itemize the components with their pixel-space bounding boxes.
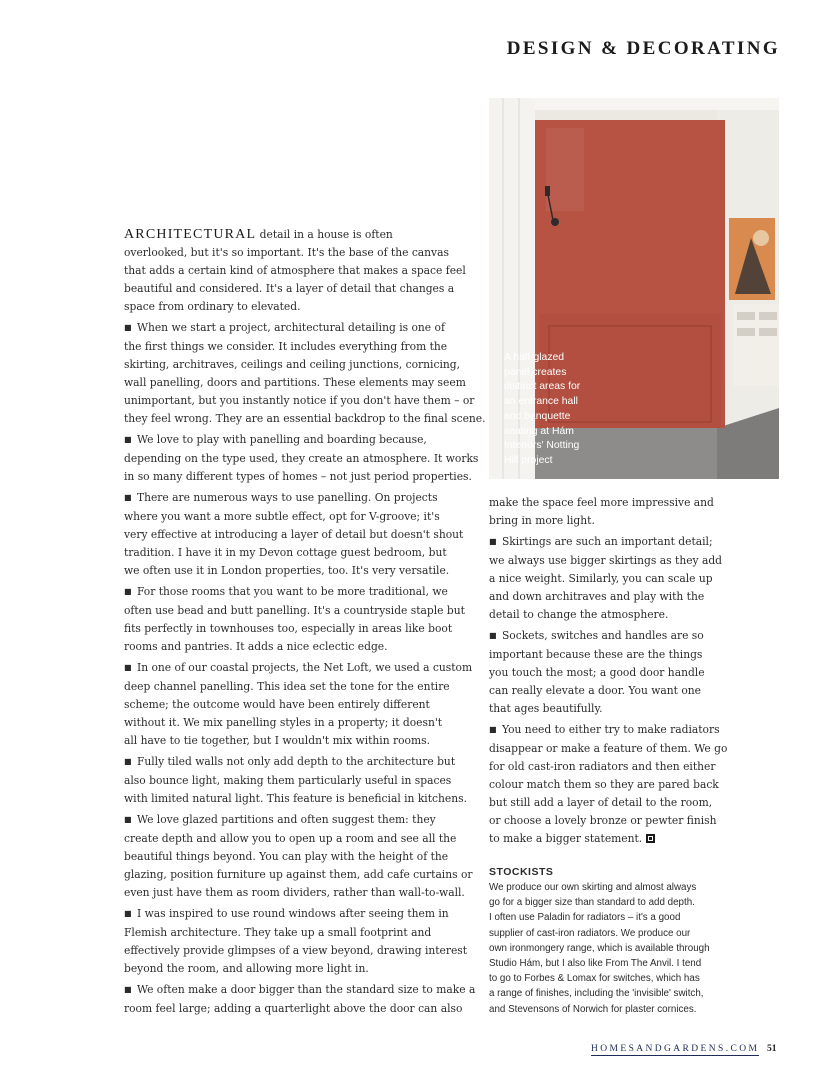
text-line: skirting, architraves, ceilings and ceiling junctions, cornicing,: [124, 358, 460, 371]
page-number: 51: [767, 1044, 777, 1054]
text-line: create depth and allow you to open up a room and see all the: [124, 832, 457, 845]
text-line: the first things we consider. It includes everything from the: [124, 340, 448, 353]
body-paragraph: [124, 489, 464, 580]
text-line: ■ For those rooms that you want to be more traditional, we: [124, 585, 448, 598]
text-line: room feel large; adding a quarterlight above the door can also: [124, 1002, 463, 1015]
bullet-icon: ■: [124, 757, 132, 766]
text-line: overlooked, but it's so important. It's the base of the canvas: [124, 246, 449, 259]
stockists-heading: STOCKISTS: [489, 866, 554, 878]
text-line: wall panelling, doors and partitions. These elements may seem: [124, 376, 466, 389]
body-paragraph: [124, 319, 486, 428]
body-paragraph: [124, 583, 465, 656]
section-title: DESIGN & DECORATING: [506, 38, 780, 59]
text-line: ■ I was inspired to use round windows after seeing them in: [124, 907, 449, 920]
intro-paragraph: [124, 226, 466, 316]
text-line: ■ We often make a door bigger than the standard size to make a: [124, 983, 476, 996]
text-line: detail to change the atmosphere.: [489, 608, 669, 621]
text-line: in so many different types of homes – not just period properties.: [124, 470, 472, 483]
body-paragraph: [489, 533, 723, 624]
text-line: rooms and pantries. It adds a nice eclectic edge.: [124, 640, 388, 653]
text-line: even just have them as room dividers, rather than wall-to-wall.: [124, 886, 465, 899]
text-line: unimportant, but you instantly notice if you don't have them – or: [124, 394, 475, 407]
body-paragraph: [489, 721, 728, 848]
bullet-icon: ■: [489, 537, 497, 546]
bullet-icon: ■: [124, 909, 132, 918]
text-line: but still add a layer of detail to the room,: [489, 796, 713, 809]
body-column-left: [124, 226, 486, 1021]
stockists-line: to go to Forbes & Lomax for switches, which has: [489, 973, 700, 985]
stockists-line: supplier of cast-iron radiators. We produce our: [489, 927, 691, 939]
lead-word: ARCHITECTURAL: [124, 227, 257, 242]
text-line: we often use it in London properties, too. It's very versatile.: [124, 564, 450, 577]
text-line: beautiful and considered. It's a layer of detail that changes a: [124, 282, 455, 295]
bullet-icon: ■: [124, 587, 132, 596]
body-column-right: [489, 494, 728, 851]
body-paragraph: [124, 431, 479, 486]
text-line: beautiful things beyond. You can play with the height of the: [124, 850, 449, 863]
text-line: disappear or make a feature of them. We go: [489, 742, 728, 755]
stockists-line: I often use Paladin for radiators – it's a good: [489, 912, 681, 924]
stockists-line: We produce our own skirting and almost always: [489, 882, 697, 893]
text-line: all have to tie together, but I wouldn't mix within rooms.: [124, 734, 430, 747]
text-line: deep channel panelling. This idea set the tone for the entire: [124, 680, 450, 693]
body-paragraph: [124, 905, 468, 978]
text-line: you touch the most; a good door handle: [489, 666, 705, 679]
text-line: that ages beautifully.: [489, 702, 603, 715]
caption-line: distinct areas for: [504, 381, 581, 393]
body-paragraph: [489, 494, 715, 530]
text-line: ■ Skirtings are such an important detail;: [489, 535, 713, 548]
bullet-icon: ■: [124, 815, 132, 824]
text-line: effectively provide glimpses of a view beyond, drawing interest: [124, 944, 468, 957]
bullet-icon: ■: [489, 631, 497, 640]
text-line: ARCHITECTURAL detail in a house is often: [124, 227, 393, 242]
text-line: often use bead and butt panelling. It's a countryside staple but: [124, 604, 465, 617]
text-line: that adds a certain kind of atmosphere that makes a space feel: [124, 264, 466, 277]
stockists-box: [489, 866, 725, 1017]
bullet-icon: ■: [124, 493, 132, 502]
stockists-line: Studio Hám, but I also like From The Anvil. I tend: [489, 958, 702, 970]
text-line: ■ You need to either try to make radiators: [489, 723, 720, 736]
caption-line: seating at Hám: [504, 425, 574, 437]
text-line: and down architraves and play with the: [489, 590, 705, 603]
text-line: ■ Fully tiled walls not only add depth to the architecture but: [124, 755, 456, 768]
stockists-line: go for a bigger size than standard to add depth.: [489, 897, 695, 909]
body-paragraph: [489, 627, 715, 718]
bullet-icon: ■: [124, 663, 132, 672]
body-paragraph: [124, 659, 473, 750]
bullet-icon: ■: [124, 435, 132, 444]
text-line: without it. We mix panelling styles in a property; it doesn't: [124, 716, 443, 729]
text-line: where you want a more subtle effect, opt for V-groove; it's: [124, 510, 440, 523]
caption-line: panel creates: [504, 366, 567, 378]
text-line: tradition. I have it in my Devon cottage guest bedroom, but: [124, 546, 447, 559]
caption-line: and banquette: [504, 410, 571, 422]
text-line: ■ We love glazed partitions and often suggest them: they: [124, 813, 436, 826]
text-line: important because these are the things: [489, 648, 703, 661]
body-paragraph: [124, 811, 473, 902]
text-line: ■ In one of our coastal projects, the Net Loft, we used a custom: [124, 661, 473, 674]
bullet-icon: ■: [124, 985, 132, 994]
text-line: with limited natural light. This feature is beneficial in kitchens.: [124, 792, 467, 805]
text-line: Flemish architecture. They take up a small footprint and: [124, 926, 432, 939]
text-line: fits perfectly in townhouses too, especially in areas like boot: [124, 622, 453, 635]
text-line: beyond the room, and allowing more light in.: [124, 962, 369, 975]
stockists-line: a range of finishes, including the 'invisible' switch,: [489, 988, 704, 1000]
text-line: ■ Sockets, switches and handles are so: [489, 629, 704, 642]
text-line: glazing, position furniture up against them, add cafe curtains or: [124, 868, 473, 881]
text-line: they feel wrong. They are an essential backdrop to the final scene.: [124, 412, 486, 425]
text-line: ■ When we start a project, architectural detailing is one of: [124, 321, 445, 334]
text-line: we always use bigger skirtings as they add: [489, 554, 723, 567]
text-line: for old cast-iron radiators and then either: [489, 760, 716, 773]
text-line: scheme; the outcome would have been entirely different: [124, 698, 430, 711]
stockists-line: and Stevensons of Norwich for plaster cornices.: [489, 1003, 697, 1015]
text-line: make the space feel more impressive and: [489, 496, 714, 509]
text-line: colour match them so they are pared back: [489, 778, 719, 791]
text-line: to make a bigger statement.: [489, 830, 715, 848]
caption-line: Interiors' Notting: [504, 440, 580, 452]
text-line: ■ There are numerous ways to use panelling. On projects: [124, 491, 438, 504]
text-line: bring in more light.: [489, 514, 595, 527]
end-mark-icon: [646, 834, 655, 843]
caption-line: an entrance hall: [504, 396, 578, 408]
text-line: space from ordinary to elevated.: [124, 300, 301, 313]
text-line: ■ We love to play with panelling and boarding because,: [124, 433, 427, 446]
text-line: depending on the type used, they create an atmosphere. It works: [124, 452, 479, 465]
body-paragraph: [124, 753, 467, 808]
text-line: also bounce light, making them particularly useful in spaces: [124, 774, 452, 787]
text-line: a nice weight. Similarly, you can scale up: [489, 572, 713, 585]
body-paragraph: [124, 981, 476, 1018]
bullet-icon: ■: [489, 725, 497, 734]
bullet-icon: ■: [124, 323, 132, 332]
text-line: can really elevate a door. You want one: [489, 684, 701, 697]
footer-website-link[interactable]: HOMESANDGARDENS.COM: [591, 1044, 760, 1054]
caption-line: Hill project: [504, 454, 553, 466]
caption-line: A half-glazed: [504, 352, 565, 363]
text-line: very effective at introducing a layer of detail but doesn't shout: [124, 528, 464, 541]
text-line: or choose a lovely bronze or pewter finish: [489, 814, 717, 827]
stockists-line: own ironmongery range, which is available through: [489, 942, 710, 954]
photo-caption: [504, 351, 604, 469]
